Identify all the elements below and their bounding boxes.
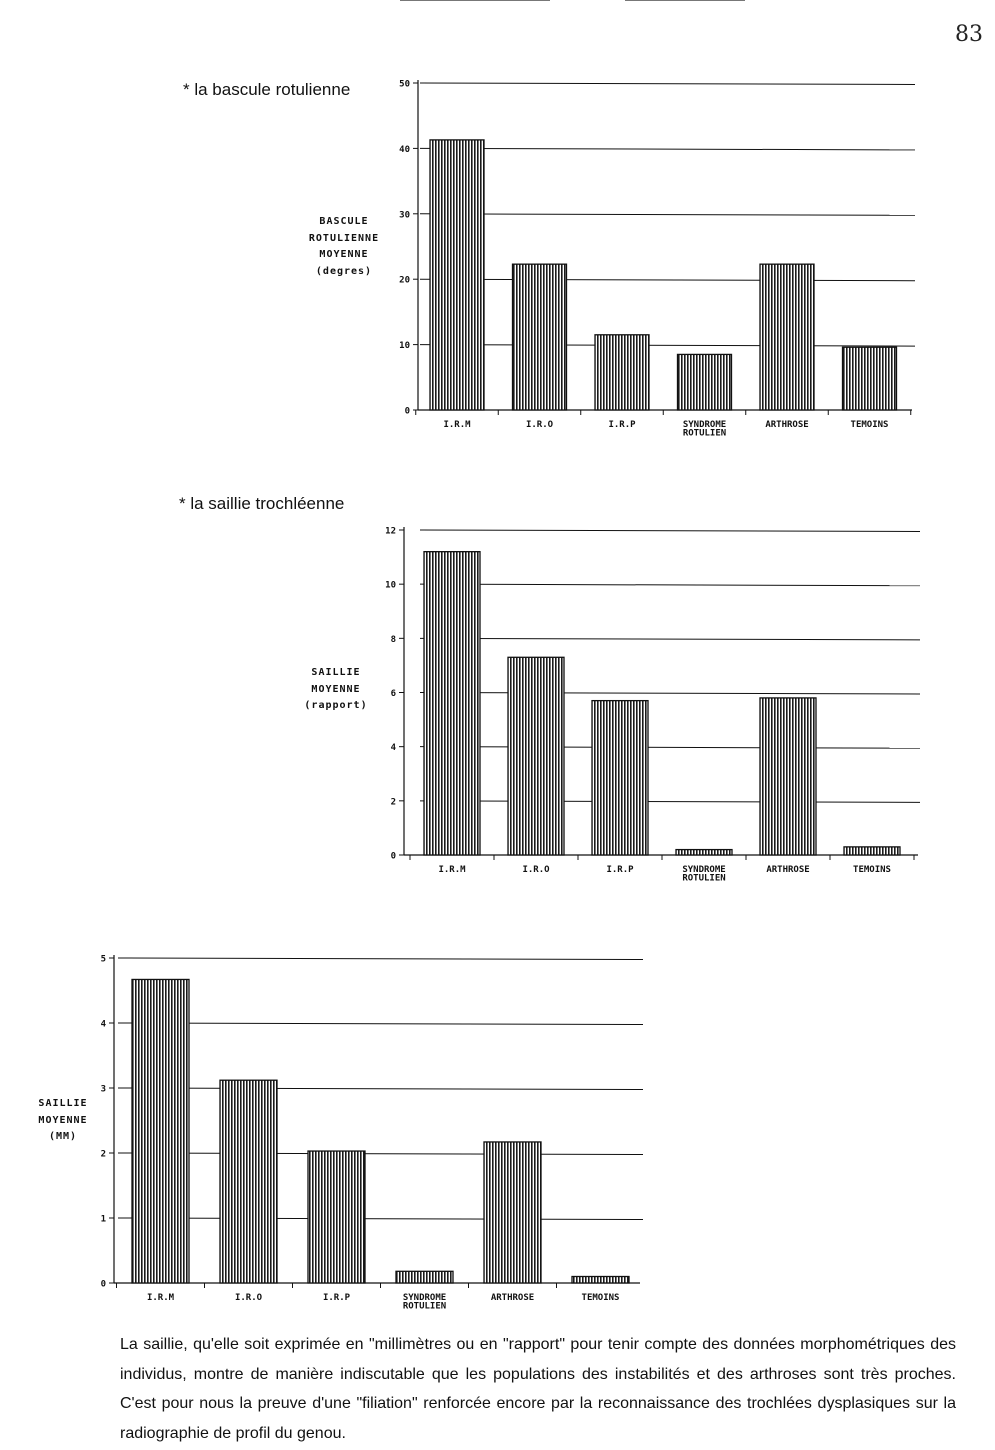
x-category-label-line: I.R.O — [234, 1293, 263, 1303]
bar — [132, 979, 189, 1283]
bar — [396, 1271, 453, 1283]
gridline — [420, 83, 915, 85]
x-category-label-line: ROTULIEN — [402, 1301, 447, 1312]
bar — [760, 264, 814, 410]
x-category-label-line: TEMOINS — [581, 1293, 620, 1303]
y-tick-label: 30 — [399, 210, 410, 221]
x-category-label — [147, 1293, 175, 1303]
gridline — [420, 345, 915, 347]
y-tick-label: 8 — [390, 634, 396, 645]
chart-saillie-rapport — [385, 527, 920, 884]
y-tick-label: 12 — [385, 526, 396, 537]
gridline — [420, 747, 920, 749]
bar — [844, 847, 900, 855]
x-category-label — [582, 1293, 620, 1303]
x-category-label-line: I.R.P — [322, 1293, 351, 1303]
bar — [508, 657, 564, 855]
x-category-label-line: TEMOINS — [850, 420, 889, 430]
y-tick-label: 5 — [100, 954, 106, 965]
x-category-label — [443, 420, 471, 430]
y-tick-label: 0 — [100, 1279, 106, 1290]
ylabel-line: SAILLIE — [38, 1098, 88, 1109]
chart-saillie-mm — [101, 955, 643, 1312]
x-category-label — [851, 420, 889, 430]
gridline — [420, 530, 920, 532]
y-tick-label: 10 — [385, 580, 396, 591]
x-category-label — [682, 865, 725, 884]
gridline — [118, 1218, 643, 1220]
ylabel-line: BASCULE — [319, 216, 369, 227]
bar — [678, 354, 732, 410]
gridline — [118, 1023, 643, 1025]
ylabel-chart-bascule — [300, 214, 388, 280]
bar — [220, 1080, 277, 1283]
x-category-label — [323, 1293, 351, 1303]
y-tick-label: 40 — [399, 144, 410, 155]
bar — [430, 140, 484, 410]
x-category-label-line: SYNDROME — [402, 1293, 447, 1303]
gridline — [420, 693, 920, 695]
y-tick-label: 2 — [100, 1149, 106, 1160]
ylabel-chart-saillie-rapport — [294, 665, 378, 715]
gridline — [420, 584, 920, 586]
gridline — [420, 801, 920, 803]
x-category-label — [765, 420, 808, 430]
x-category-label-line: I.R.M — [146, 1293, 175, 1303]
x-category-label — [235, 1293, 263, 1303]
bar — [308, 1151, 365, 1283]
x-category-label-line: I.R.O — [525, 420, 554, 430]
bar — [484, 1142, 541, 1283]
gridline — [420, 638, 920, 640]
ylabel-line: MOYENNE — [38, 1114, 88, 1126]
x-category-label-line: ROTULIEN — [682, 873, 726, 884]
y-tick-label: 0 — [390, 851, 396, 862]
y-tick-label: 2 — [390, 797, 396, 808]
bar — [424, 552, 480, 855]
x-category-label-line: I.R.P — [606, 865, 634, 875]
bar — [843, 347, 897, 410]
x-category-label — [438, 865, 466, 875]
heading-saillie-trochleenne: * la saillie trochléenne — [179, 494, 345, 513]
x-category-label — [606, 865, 634, 875]
ylabel-line: SAILLIE — [311, 667, 361, 678]
x-category-label-line: I.R.P — [608, 420, 636, 430]
x-category-label — [522, 865, 550, 875]
x-category-label-line: ARTHROSE — [766, 865, 810, 875]
x-category-label — [491, 1293, 534, 1303]
x-category-label — [608, 420, 636, 430]
gridline — [118, 1088, 643, 1090]
x-category-label — [683, 420, 726, 439]
y-tick-label: 6 — [390, 689, 396, 699]
page-number: 83 — [955, 22, 983, 47]
x-category-label-line: I.R.M — [443, 420, 471, 430]
x-category-label-line: ROTULIEN — [682, 428, 727, 439]
bar — [513, 264, 567, 410]
gridline — [118, 958, 643, 960]
x-category-label-line: SYNDROME — [682, 420, 727, 430]
y-tick-label: 1 — [100, 1214, 106, 1225]
bar — [760, 698, 816, 855]
ylabel-line: ROTULIENNE — [308, 232, 380, 244]
ylabel-line: MOYENNE — [311, 683, 361, 695]
x-category-label-line: ARTHROSE — [765, 420, 809, 430]
ylabel-line: (MM) — [48, 1131, 78, 1142]
x-category-label-line: I.R.O — [522, 865, 550, 875]
y-tick-label: 10 — [399, 341, 410, 352]
x-category-label-line: TEMOINS — [853, 865, 891, 875]
ylabel-line: MOYENNE — [319, 249, 369, 260]
x-category-label — [526, 420, 554, 430]
bar — [595, 335, 649, 410]
gridline — [420, 148, 915, 150]
x-category-label — [766, 865, 809, 875]
bar — [676, 850, 732, 855]
gridline — [118, 1153, 643, 1155]
y-tick-label: 0 — [404, 406, 410, 417]
ylabel-line: (rapport) — [304, 700, 368, 711]
bar — [592, 701, 648, 855]
y-tick-label: 4 — [390, 743, 396, 754]
bar — [572, 1277, 629, 1284]
x-category-label — [853, 865, 891, 875]
x-category-label-line: ARTHROSE — [490, 1293, 535, 1303]
y-tick-label: 20 — [399, 275, 410, 286]
ylabel-chart-saillie-mm — [28, 1096, 98, 1146]
y-tick-label: 3 — [100, 1084, 106, 1095]
chart-bascule-rotulienne — [399, 80, 915, 439]
y-tick-label: 4 — [100, 1019, 106, 1030]
x-category-label-line: I.R.M — [438, 865, 466, 875]
gridline — [420, 279, 915, 281]
x-category-label — [403, 1293, 446, 1312]
ylabel-line: (degres) — [315, 265, 373, 277]
x-category-label-line: SYNDROME — [682, 865, 726, 875]
gridline — [420, 214, 915, 216]
heading-bascule-rotulienne: * la bascule rotulienne — [183, 80, 351, 99]
y-tick-label: 50 — [399, 79, 410, 90]
body-paragraph: La saillie, qu'elle soit exprimée en "millimètres ou en "rapport" pour tenir compte des données morphométriques des individus, montre de manière indiscutable que les populations des instabilités et des arthroses sont très proches. C'est pour nous la preuve d'une "filiation" renforcée encore par la reconnaissance des trochlées dysplasiques sur la radiographie de profil du genou. — [120, 1336, 956, 1442]
